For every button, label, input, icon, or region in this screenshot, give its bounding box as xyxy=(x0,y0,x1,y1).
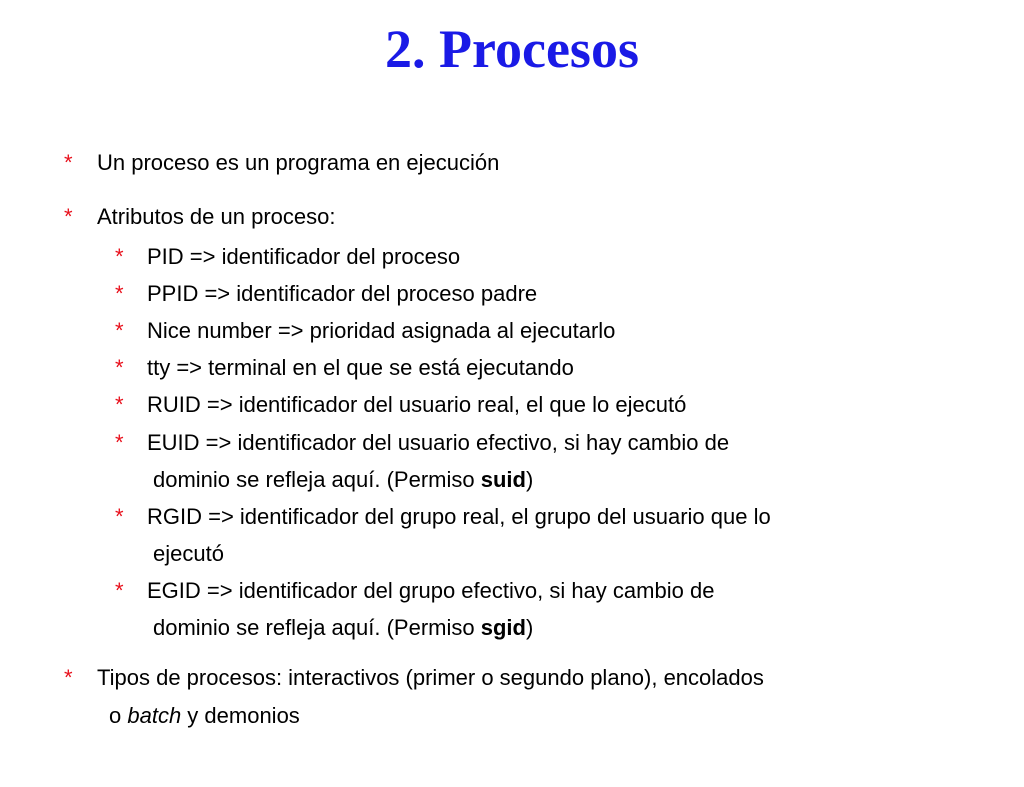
sub-bullet-star-icon: * xyxy=(115,355,124,380)
sub-bullet-ppid: PPID => identificador del proceso padre xyxy=(147,281,538,306)
bullet-star-icon: * xyxy=(64,204,73,229)
process-types-line2-text: o xyxy=(109,703,128,728)
bullet-definition: Un proceso es un programa en ejecución xyxy=(97,150,500,175)
sub-bullet-rgid-line2: ejecutó xyxy=(153,541,224,566)
sub-bullet-ruid: RUID => identificador del usuario real, el que lo ejecutó xyxy=(147,392,687,417)
bullet-process-types-line2 xyxy=(109,701,300,731)
sub-bullet-pid: PID => identificador del proceso xyxy=(147,244,461,269)
sub-bullet-egid-line2 xyxy=(153,613,533,643)
sub-bullet-euid-line2 xyxy=(153,465,533,495)
egid-line2-close: ) xyxy=(525,615,534,640)
bullet-star-icon: * xyxy=(64,150,73,175)
sub-bullet-star-icon: * xyxy=(115,281,124,306)
bullet-star-icon: * xyxy=(64,665,73,690)
sub-bullet-rgid-line1: RGID => identificador del grupo real, el grupo del usuario que lo xyxy=(147,504,771,529)
slide-title: 2. Procesos xyxy=(385,19,639,79)
sub-bullet-euid-line1: EUID => identificador del usuario efectivo, si hay cambio de xyxy=(147,430,730,455)
bullet-process-types-line1: Tipos de procesos: interactivos (primer o segundo plano), encolados xyxy=(97,665,764,690)
sub-bullet-star-icon: * xyxy=(115,244,124,269)
sub-bullet-star-icon: * xyxy=(115,430,124,455)
euid-line2-text: dominio se refleja aquí. (Permiso xyxy=(153,467,481,492)
process-types-batch: batch xyxy=(127,703,182,728)
sub-bullet-star-icon: * xyxy=(115,504,124,529)
bullet-attributes: Atributos de un proceso: xyxy=(97,204,336,229)
sub-bullet-star-icon: * xyxy=(115,318,124,343)
euid-line2-close: ) xyxy=(525,467,534,492)
egid-permission-sgid: sgid xyxy=(480,615,526,640)
euid-permission-suid: suid xyxy=(480,467,526,492)
sub-bullet-egid-line1: EGID => identificador del grupo efectivo, si hay cambio de xyxy=(147,578,715,603)
sub-bullet-tty: tty => terminal en el que se está ejecutando xyxy=(147,355,574,380)
sub-bullet-star-icon: * xyxy=(115,578,124,603)
process-types-line2-end: y demonios xyxy=(181,703,300,728)
sub-bullet-nice: Nice number => prioridad asignada al ejecutarlo xyxy=(147,318,616,343)
sub-bullet-star-icon: * xyxy=(115,392,124,417)
egid-line2-text: dominio se refleja aquí. (Permiso xyxy=(153,615,481,640)
